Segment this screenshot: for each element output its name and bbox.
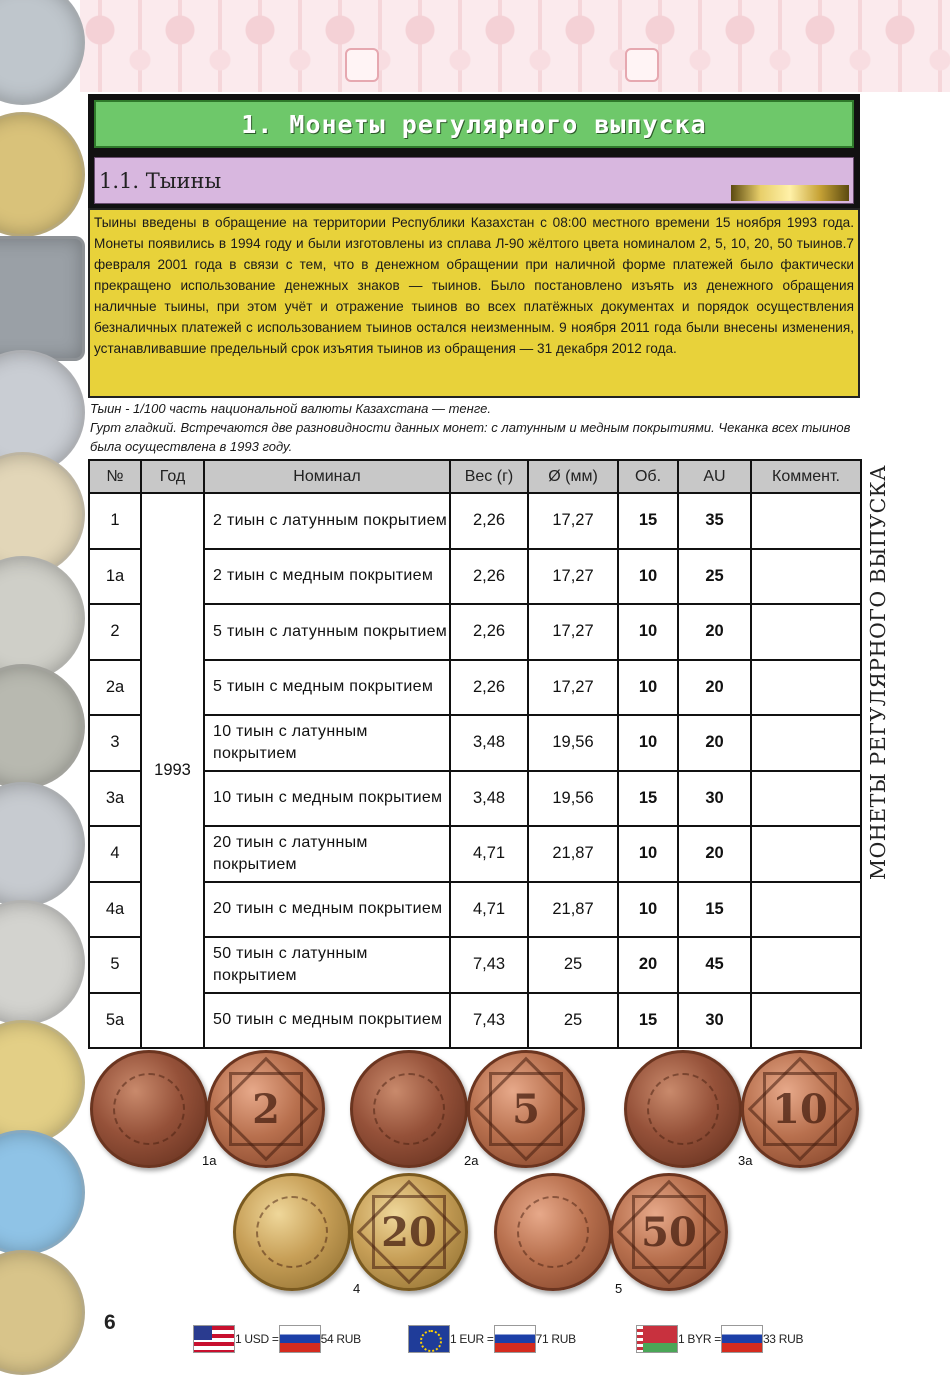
table-header-row bbox=[89, 460, 861, 493]
coin-5-tiyn-reverse: 5 bbox=[467, 1050, 585, 1168]
cell-number: 5а bbox=[89, 993, 141, 1049]
cell-weight: 2,26 bbox=[450, 660, 528, 716]
cell-diameter: 19,56 bbox=[528, 715, 618, 771]
col-header-year: Год bbox=[141, 460, 204, 493]
exchange-rate-usd bbox=[193, 1325, 361, 1353]
cell-mintage: 20 bbox=[618, 937, 678, 993]
cell-diameter: 21,87 bbox=[528, 882, 618, 938]
cell-weight: 3,48 bbox=[450, 771, 528, 827]
cell-mintage: 10 bbox=[618, 549, 678, 605]
strip-coin bbox=[0, 0, 85, 105]
cell-nominal: 20 тиын с латунным покрытием bbox=[204, 826, 450, 882]
coin-caption: 2а bbox=[464, 1153, 479, 1168]
coin-50-tiyn-obverse bbox=[494, 1173, 612, 1291]
cell-au: 25 bbox=[678, 549, 751, 605]
coin-table bbox=[88, 459, 862, 1049]
subsection-heading bbox=[88, 154, 860, 208]
top-ornament bbox=[80, 0, 950, 92]
rate-right: 71 RUB bbox=[535, 1332, 576, 1346]
table-row bbox=[89, 604, 861, 660]
cell-nominal: 50 тиын с медным покрытием bbox=[204, 993, 450, 1049]
table-row bbox=[89, 660, 861, 716]
col-header-mintage: Об. bbox=[618, 460, 678, 493]
cell-mintage: 10 bbox=[618, 715, 678, 771]
col-header-au: AU bbox=[678, 460, 751, 493]
gold-accent-bar bbox=[731, 185, 849, 201]
side-section-title: МОНЕТЫ РЕГУЛЯРНОГО ВЫПУСКА bbox=[866, 464, 890, 880]
col-header-weight: Вес (г) bbox=[450, 460, 528, 493]
cell-weight: 2,26 bbox=[450, 493, 528, 549]
russia-flag-icon bbox=[721, 1325, 763, 1353]
cell-diameter: 25 bbox=[528, 937, 618, 993]
russia-flag-icon bbox=[279, 1325, 321, 1353]
cell-comment bbox=[751, 826, 861, 882]
cell-number: 3а bbox=[89, 771, 141, 827]
coin-20-tiyn-reverse: 20 bbox=[350, 1173, 468, 1291]
cell-weight: 3,48 bbox=[450, 715, 528, 771]
cell-mintage: 15 bbox=[618, 993, 678, 1049]
table-row bbox=[89, 549, 861, 605]
cell-au: 15 bbox=[678, 882, 751, 938]
cell-weight: 4,71 bbox=[450, 826, 528, 882]
cell-mintage: 10 bbox=[618, 660, 678, 716]
coin-20-tiyn-obverse bbox=[233, 1173, 351, 1291]
col-header-nominal: Номинал bbox=[204, 460, 450, 493]
coin-2-tiyn-reverse: 2 bbox=[207, 1050, 325, 1168]
table-row bbox=[89, 493, 861, 549]
cell-weight: 7,43 bbox=[450, 993, 528, 1049]
cell-diameter: 21,87 bbox=[528, 826, 618, 882]
cell-diameter: 17,27 bbox=[528, 549, 618, 605]
subsection-title: 1.1. Тыины bbox=[99, 168, 222, 193]
exchange-rate-byr bbox=[636, 1325, 803, 1353]
rate-right: 54 RUB bbox=[320, 1332, 361, 1346]
cell-au: 35 bbox=[678, 493, 751, 549]
coin-10-tiyn-reverse: 10 bbox=[741, 1050, 859, 1168]
table-row bbox=[89, 882, 861, 938]
cell-nominal: 5 тиын с латунным покрытием bbox=[204, 604, 450, 660]
ornament-emblem-left bbox=[345, 48, 379, 82]
coin-5-tiyn-obverse bbox=[350, 1050, 468, 1168]
cell-mintage: 15 bbox=[618, 493, 678, 549]
russia-flag-icon bbox=[494, 1325, 536, 1353]
cell-diameter: 17,27 bbox=[528, 493, 618, 549]
strip-coin bbox=[0, 236, 85, 361]
cell-weight: 4,71 bbox=[450, 882, 528, 938]
cell-diameter: 17,27 bbox=[528, 604, 618, 660]
page-number: 6 bbox=[104, 1311, 116, 1334]
cell-number: 4 bbox=[89, 826, 141, 882]
cell-nominal: 5 тиын с медным покрытием bbox=[204, 660, 450, 716]
cell-au: 20 bbox=[678, 715, 751, 771]
coin-10-tiyn-obverse bbox=[624, 1050, 742, 1168]
cell-number: 3 bbox=[89, 715, 141, 771]
cell-mintage: 10 bbox=[618, 882, 678, 938]
table-row bbox=[89, 937, 861, 993]
commemorative-coin-strip bbox=[0, 0, 86, 1383]
rate-left: 1 BYR = bbox=[678, 1332, 721, 1346]
cell-number: 1а bbox=[89, 549, 141, 605]
col-header-number: № bbox=[89, 460, 141, 493]
rate-left: 1 USD = bbox=[235, 1332, 279, 1346]
cell-au: 30 bbox=[678, 993, 751, 1049]
cell-nominal: 10 тиын с латунным покрытием bbox=[204, 715, 450, 771]
cell-number: 1 bbox=[89, 493, 141, 549]
belarus-flag-icon bbox=[636, 1325, 678, 1353]
cell-au: 20 bbox=[678, 826, 751, 882]
cell-au: 20 bbox=[678, 604, 751, 660]
rate-right: 33 RUB bbox=[762, 1332, 804, 1346]
coin-caption: 3а bbox=[738, 1153, 753, 1168]
coin-caption: 5 bbox=[615, 1281, 623, 1296]
cell-diameter: 19,56 bbox=[528, 771, 618, 827]
table-row bbox=[89, 993, 861, 1049]
cell-comment bbox=[751, 715, 861, 771]
cell-diameter: 25 bbox=[528, 993, 618, 1049]
cell-number: 4а bbox=[89, 882, 141, 938]
notes bbox=[90, 399, 860, 456]
note-line: Тыин - 1/100 часть национальной валюты Казахстана — тенге. bbox=[90, 401, 491, 416]
table-row bbox=[89, 715, 861, 771]
cell-mintage: 10 bbox=[618, 604, 678, 660]
section-title: 1. Монеты регулярного выпуска bbox=[94, 100, 854, 148]
cell-weight: 7,43 bbox=[450, 937, 528, 993]
us-flag-icon bbox=[193, 1325, 235, 1353]
cell-comment bbox=[751, 771, 861, 827]
cell-comment bbox=[751, 882, 861, 938]
cell-nominal: 2 тиын с медным покрытием bbox=[204, 549, 450, 605]
strip-coin bbox=[0, 782, 85, 907]
cell-diameter: 17,27 bbox=[528, 660, 618, 716]
strip-coin bbox=[0, 1020, 85, 1145]
eu-flag-icon bbox=[408, 1325, 450, 1353]
strip-coin bbox=[0, 556, 85, 681]
rate-left: 1 EUR = bbox=[450, 1332, 494, 1346]
coin-50-tiyn-reverse: 50 bbox=[610, 1173, 728, 1291]
cell-au: 20 bbox=[678, 660, 751, 716]
cell-nominal: 2 тиын с латунным покрытием bbox=[204, 493, 450, 549]
cell-comment bbox=[751, 604, 861, 660]
cell-comment bbox=[751, 549, 861, 605]
col-header-diameter: Ø (мм) bbox=[528, 460, 618, 493]
cell-number: 5 bbox=[89, 937, 141, 993]
cell-au: 45 bbox=[678, 937, 751, 993]
strip-coin bbox=[0, 1250, 85, 1375]
cell-nominal: 50 тиын с латунным покрытием bbox=[204, 937, 450, 993]
cell-nominal: 10 тиын с медным покрытием bbox=[204, 771, 450, 827]
coin-caption: 1а bbox=[202, 1153, 217, 1168]
strip-coin bbox=[0, 112, 85, 237]
cell-number: 2а bbox=[89, 660, 141, 716]
cell-mintage: 15 bbox=[618, 771, 678, 827]
cell-weight: 2,26 bbox=[450, 549, 528, 605]
ornament-emblem-right bbox=[625, 48, 659, 82]
exchange-rate-eur bbox=[408, 1325, 576, 1353]
table-row bbox=[89, 771, 861, 827]
strip-coin bbox=[0, 664, 85, 789]
note-line: Гурт гладкий. Встречаются две разновидности данных монет: с латунным и медным покрытиями. Чеканка всех тыинов была осуществлена в 1993 году. bbox=[90, 420, 851, 454]
cell-weight: 2,26 bbox=[450, 604, 528, 660]
cell-comment bbox=[751, 493, 861, 549]
table-row bbox=[89, 826, 861, 882]
cell-au: 30 bbox=[678, 771, 751, 827]
coin-caption: 4 bbox=[353, 1281, 361, 1296]
cell-comment bbox=[751, 937, 861, 993]
cell-mintage: 10 bbox=[618, 826, 678, 882]
strip-coin bbox=[0, 900, 85, 1025]
strip-coin bbox=[0, 1130, 85, 1255]
cell-comment bbox=[751, 993, 861, 1049]
cell-nominal: 20 тиын с медным покрытием bbox=[204, 882, 450, 938]
section-heading bbox=[88, 94, 860, 154]
intro-paragraph: Тыины введены в обращение на территории Республики Казахстан с 08:00 местного времени 15 ноября 1993 года. Монеты появились в 1994 году и были изготовлены из сплава Л-90 жёлтого цвета номиналом 2, 5, 10, 20, 50 тыинов.7 февраля 2001 года в связи с тем, что в денежном обращении при наличной форме платежей было фактически прекращено использование денежных знаков — тыинов. Было постановлено изъять из денежного обращения наличные тыины, при этом учёт и отражение тыинов во всех платёжных документах и порядок осуществления безналичных платежей с использованием тыинов остался неизменным. 9 ноября 2011 года были внесены изменения, устанавливавшие предельный срок изъятия тыинов из обращения — 31 декабря 2012 года. bbox=[88, 208, 860, 398]
cell-comment bbox=[751, 660, 861, 716]
col-header-comment: Коммент. bbox=[751, 460, 861, 493]
cell-number: 2 bbox=[89, 604, 141, 660]
cell-year: 1993 bbox=[141, 493, 204, 1048]
coin-2-tiyn-obverse bbox=[90, 1050, 208, 1168]
